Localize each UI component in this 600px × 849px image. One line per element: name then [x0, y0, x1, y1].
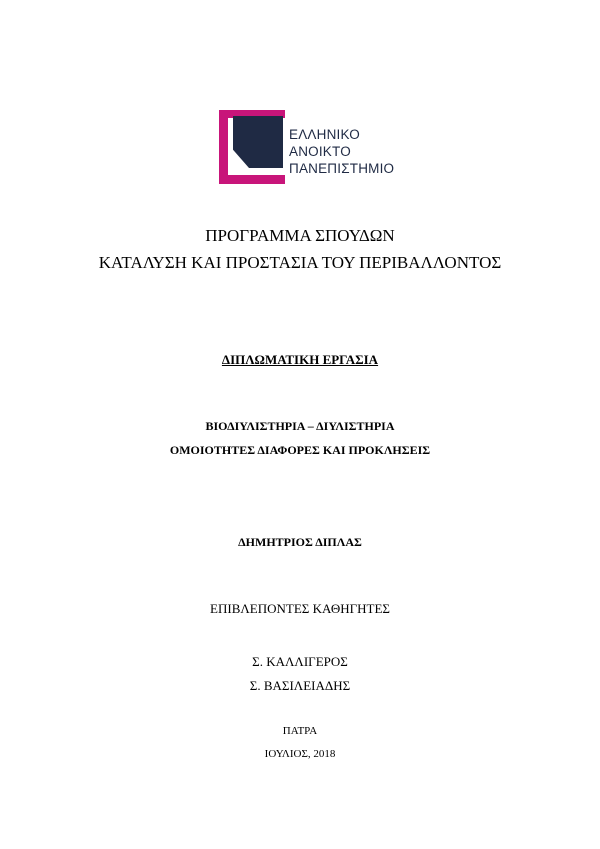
university-name	[289, 126, 394, 177]
university-name-line-1: ΕΛΛΗΝΙΚΟ	[289, 127, 360, 142]
thesis-type-heading: ΔΙΠΛΩΜΑΤΙΚΗ ΕΡΓΑΣΙΑ	[221, 352, 379, 367]
date: ΙΟΥΛΙΟΣ, 2018	[264, 748, 336, 760]
thesis-title-line-2: ΟΜΟΙΟΤΗΤΕΣ ΔΙΑΦΟΡΕΣ ΚΑΙ ΠΡΟΚΛΗΣΕΙΣ	[169, 443, 431, 457]
program-title-line-1: ΠΡΟΓΡΑΜΜΑ ΣΠΟΥΔΩΝ	[205, 226, 395, 245]
university-name-line-2: ΑΝΟΙΚΤΟ	[289, 144, 351, 159]
city: ΠΑΤΡΑ	[282, 725, 318, 737]
supervisors-label: ΕΠΙΒΛΕΠΟΝΤΕΣ ΚΑΘΗΓΗΤΕΣ	[210, 601, 390, 616]
university-logo	[219, 110, 409, 184]
university-name-line-3: ΠΑΝΕΠΙΣΤΗΜΙΟ	[289, 161, 395, 176]
supervisor-name-1: Σ. ΚΑΛΛΙΓΕΡΟΣ	[252, 654, 348, 669]
university-emblem-icon	[219, 110, 285, 184]
author-name: ΔΗΜΗΤΡΙΟΣ ΔΙΠΛΑΣ	[238, 535, 362, 549]
supervisor-name-2: Σ. ΒΑΣΙΛΕΙΑΔΗΣ	[249, 678, 351, 693]
program-title-line-2: ΚΑΤΑΛΥΣΗ ΚΑΙ ΠΡΟΣΤΑΣΙΑ ΤΟΥ ΠΕΡΙΒΑΛΛΟΝΤΟΣ	[98, 253, 502, 272]
thesis-title-line-1: ΒΙΟΔΙΥΛΙΣΤΗΡΙΑ – ΔΙΥΛΙΣΤΗΡΙΑ	[205, 419, 395, 433]
